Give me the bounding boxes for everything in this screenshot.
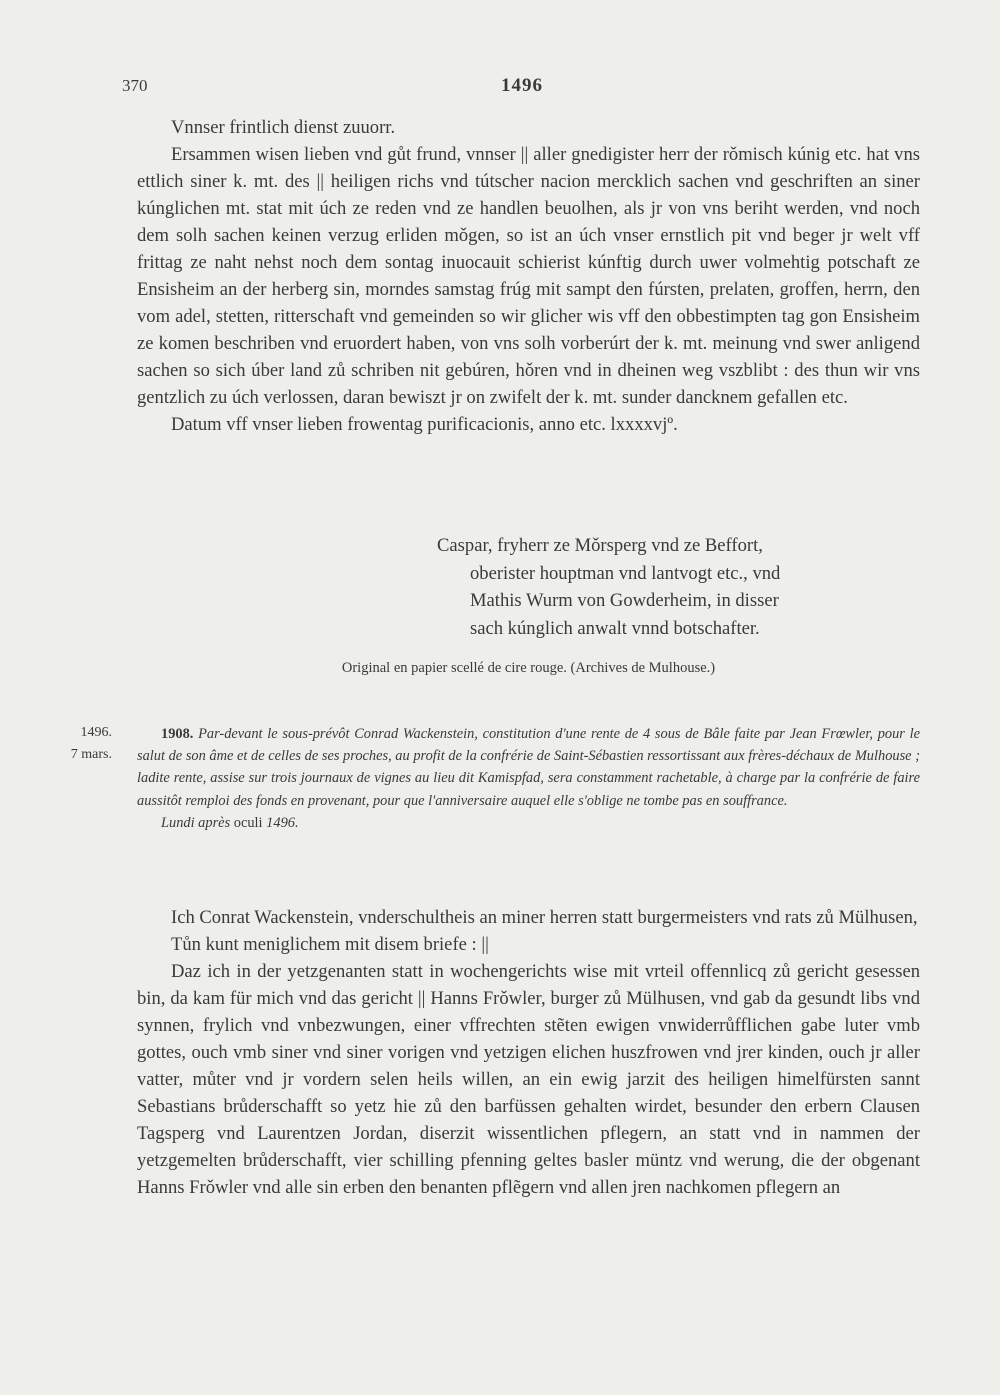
date-line-b: oculi	[233, 814, 263, 831]
letter-salutation: Vnnser frintlich dienst zuuorr.	[171, 117, 396, 138]
running-head-year: 1496	[501, 75, 543, 96]
signature-line: sach kúnglich anwalt vnnd botschafter.	[470, 617, 760, 639]
date-line-a: Lundi après	[161, 814, 231, 831]
charter-body: Daz ich in der yetzgenanten statt in wochengerichts wise mit vrteil offennlicq zů gericht gesessen bin, da kam für mich vnd das gericht || Hanns Frǒwler, burger zů Mülhusen, vnd gab da gesundt libs vnd synnen, frylich vnd vnbezwungen, einer vffrechten stẽten ewigen vnwiderrůfflichen gabe luter vmb gottes, ouch vmb siner vnd siner vorigen vnd yetzigen elichen huszfrowen vnd jrer kinden, ouch jr aller vatter, můter vnd jr vordern selen heils willen, an ein ewig jarzit des heiligen himelfürsten sannt Sebastians brůderschafft so yetz hie zů den barfüssen gehalten wirdet, besunder den erbern Clausen Tagsperg vnd Laurentzen Jordan, diserzit wissentlichen pflegern, an statt vnd in nammen der yetzgemelten brůderschafft, vier schilling pfenning geltes basler müntz vnd werung, die der obgenant Hanns Frǒwler vnd alle sin erben den benanten pflẽgern vnd allen jren nachkomen pflegern an	[137, 961, 920, 1198]
margin-day: 7 mars.	[70, 747, 112, 762]
source-note: Original en papier scellé de cire rouge. (Archives de Mulhouse.)	[341, 660, 716, 676]
signature-line: oberister houptman vnd lantvogt etc., vnd	[470, 562, 781, 584]
charter-notification: Tůn kunt meniglichem mit disem briefe : ||	[171, 934, 489, 955]
margin-year: 1496.	[80, 725, 112, 740]
page-header	[122, 76, 922, 102]
entry-summary	[137, 723, 920, 834]
entry-summary-text: Par-devant le sous-prévôt Conrad Wackenstein, constitution d'une rente de 4 sous de Bâle faite par Jean Frœwler, pour le salut de son âme et de celles de ses proches, au profit de la confrérie de Saint-Sébastien ressortissant aux frères-déchaux de Mulhouse ; ladite rente, assise sur trois journaux de vignes au lieu dit Kamispfad, sera constamment rachetable, à charge par la confrérie de faire aussitôt remploi des fonds en provenant, pour que l'anniversaire auquel elle s'oblige ne tombe pas en souffrance.	[137, 726, 920, 809]
charter-intro: Ich Conrat Wackenstein, vnderschultheis an miner herren statt burgermeisters vnd rats zů Mülhusen,	[171, 907, 918, 928]
signature-line: Mathis Wurm von Gowderheim, in disser	[470, 590, 779, 611]
letter-signature	[437, 532, 897, 642]
letter-text	[137, 114, 920, 438]
charter-text	[137, 904, 920, 1201]
page-number: 370	[122, 76, 148, 95]
signature-line: Caspar, fryherr ze Mǒrsperg vnd ze Beffort,	[437, 535, 763, 556]
date-line-c: 1496.	[266, 814, 299, 831]
entry-date-line	[137, 812, 920, 834]
letter-body: Ersammen wisen lieben vnd gůt frund, vnnser || aller gnedigister herr der rǒmisch kúnig etc. hat vns ettlich siner k. mt. des || heiligen richs vnd tútscher nacion mercklich sachen vnd geschriften an siner kúnglichen mt. stat mit úch ze reden vnd ze handlen beuolhen, als jr von vns beriht werden, vnd noch dem solh sachen keinen verzug erliden mǒgen, so ist an úch vnser ernstlich pit vnd beger jr welt vff frittag ze naht nehst noch dem sontag inuocauit schierist kúnftig durch uwer volmehtig potschaft ze Ensisheim an der herberg sin, morndes samstag frúg mit sampt den fúrsten, prelaten, groffen, herrn, den vom adel, stetten, ritterschaft vnd gemeinden so wir glicher wis vff den obbestimpten tag gon Ensisheim ze komen beschriben vnd eruordert haben, von vns solh vorberúrt der k. mt. meinung vnd swer anligend sachen so sich úber land zů schriben nit gebúren, hǒren vnd in dheinen weg vszblibt : des thun wir vns gentzlich zu úch verlossen, daran bewiszt jr on zwifelt der k. mt. sunder dancknem gefallen etc.	[137, 144, 920, 408]
entry-number: 1908.	[161, 726, 194, 742]
letter-dating: Datum vff vnser lieben frowentag purificacionis, anno etc. lxxxxvjº.	[171, 414, 678, 435]
margin-date	[20, 722, 112, 766]
